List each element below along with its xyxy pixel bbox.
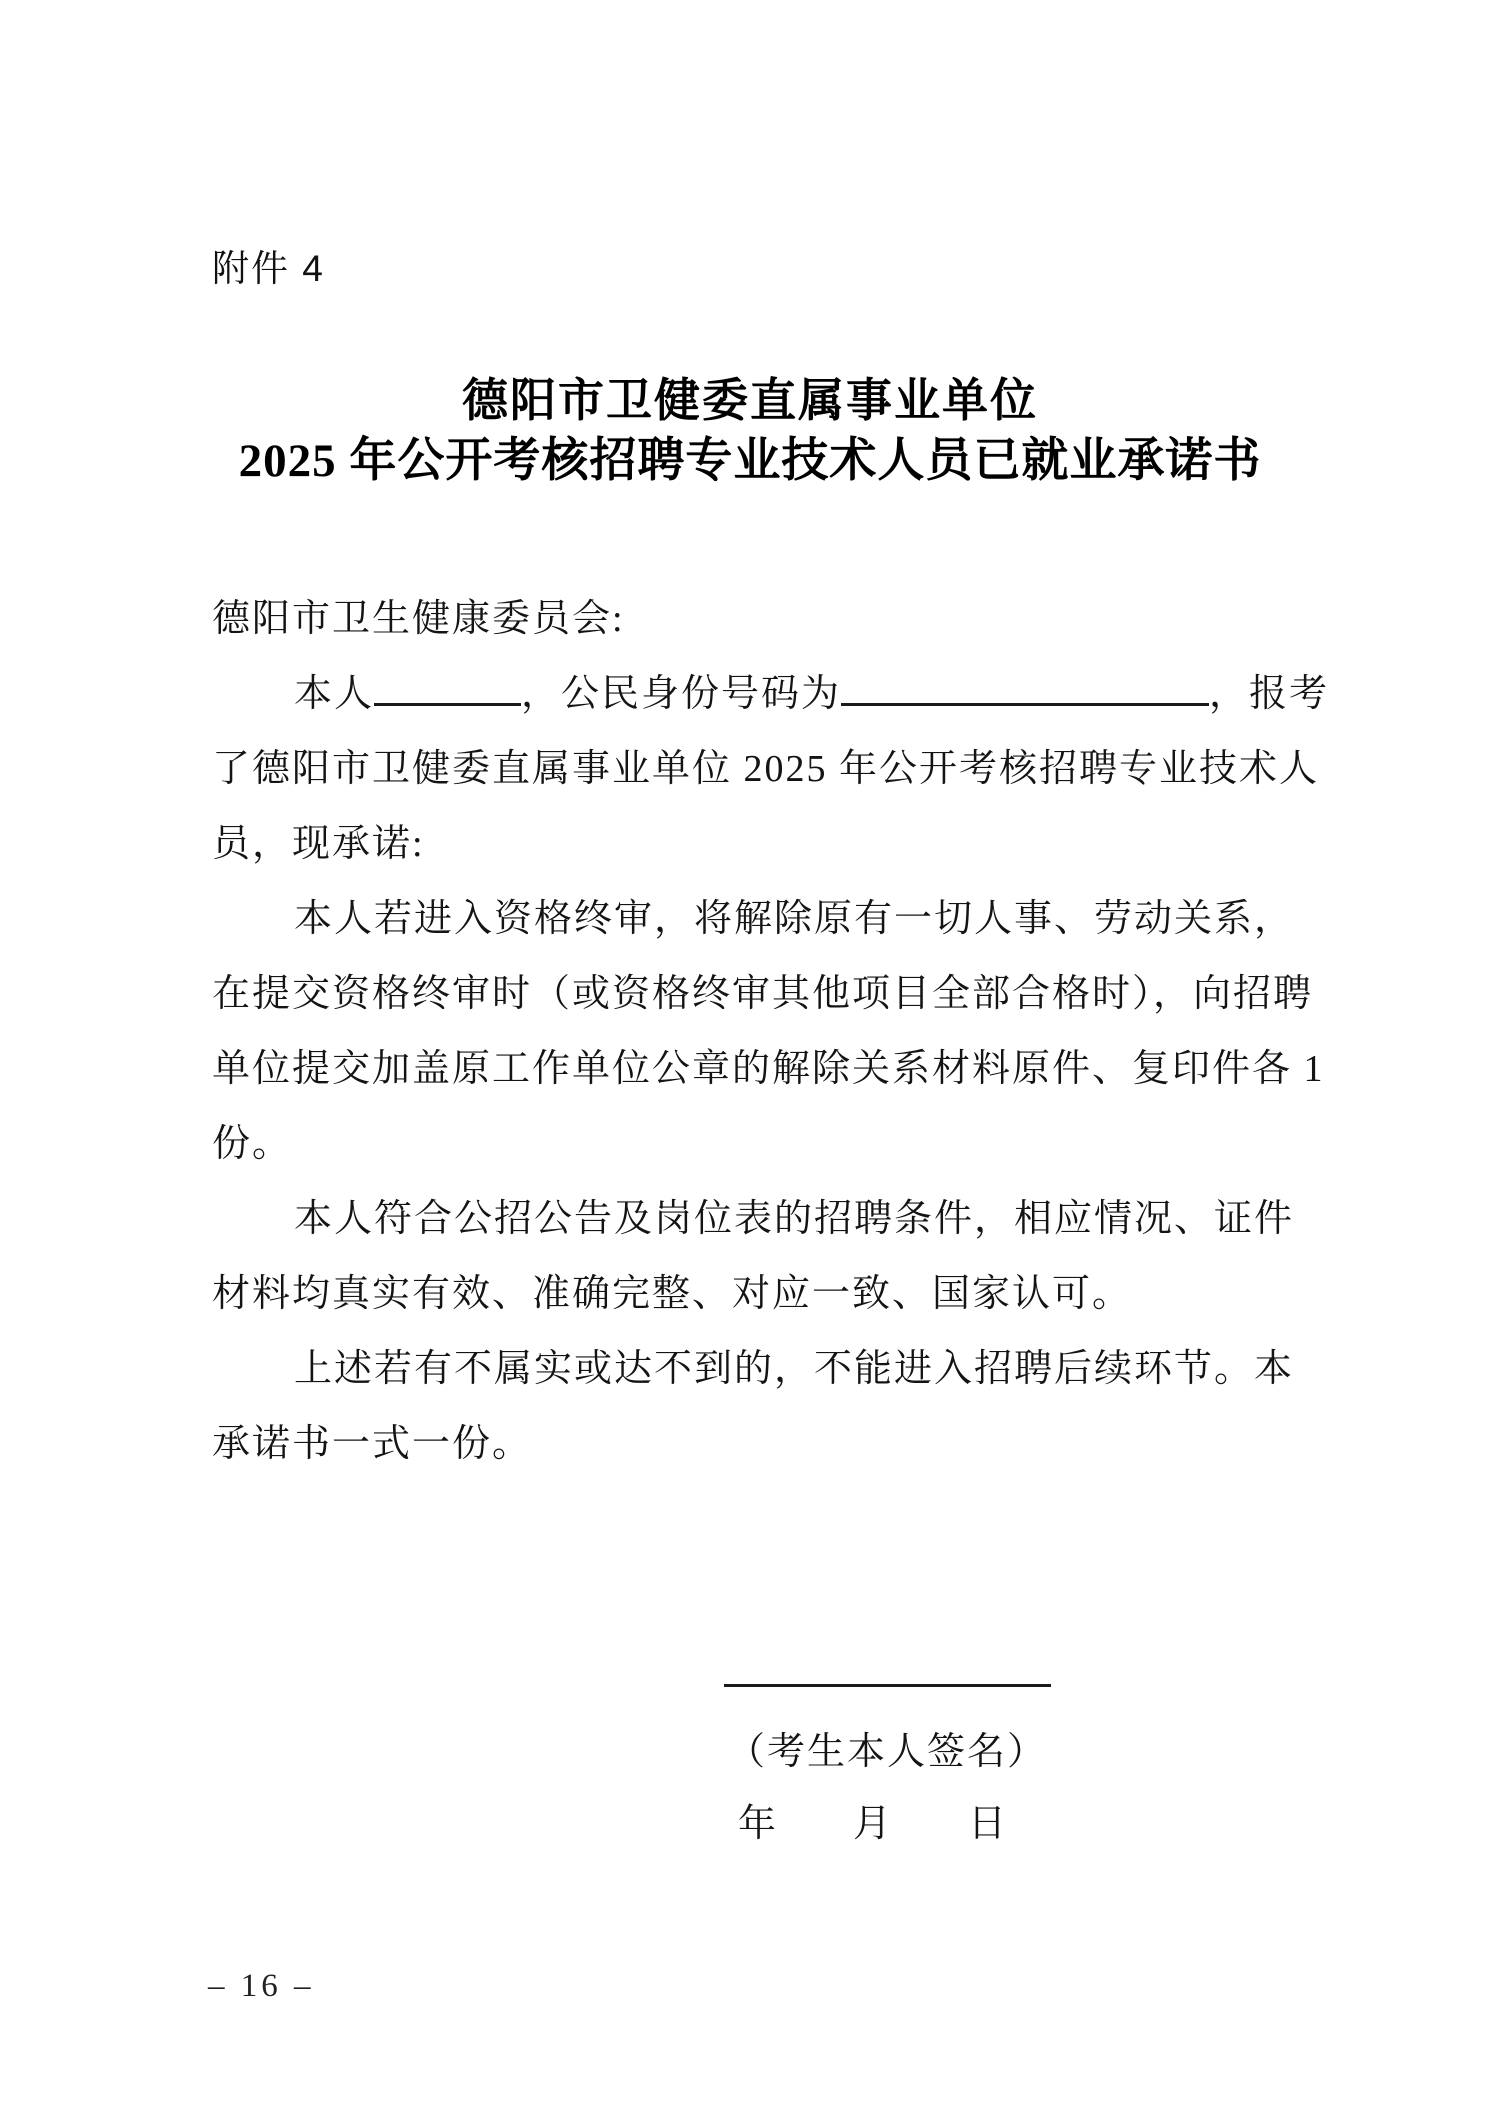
document-title <box>100 372 1400 492</box>
fill-line-post-text: ，报考 <box>1209 673 1330 715</box>
date-month-label: 月 <box>852 1803 891 1845</box>
document-title-line2: 2025 年公开考核招聘专业技术人员已就业承诺书 <box>238 435 1262 487</box>
body-line: 单位提交加盖原工作单位公章的解除关系材料原件、复印件各 1 <box>212 1048 1325 1090</box>
body-line: 承诺书一式一份。 <box>212 1423 533 1465</box>
date-year-label: 年 <box>738 1803 777 1845</box>
date-day-label: 日 <box>967 1803 1006 1845</box>
body-line: 份。 <box>212 1123 293 1165</box>
signature-caption: （考生本人签名） <box>726 1731 1047 1773</box>
signature-date-row <box>738 1792 1006 1847</box>
fill-line-pre-text: 本人 <box>294 673 375 715</box>
name-blank-field <box>374 676 521 706</box>
id-number-blank-field <box>841 676 1209 706</box>
document-title-line1: 德阳市卫健委直属事业单位 <box>462 375 1038 426</box>
page-number: – 16 – <box>208 1968 315 2004</box>
fill-line-mid-text: ，公民身份号码为 <box>521 673 842 715</box>
fill-in-line <box>212 657 1352 732</box>
body-line: 在提交资格终审时（或资格终审其他项目全部合格时），向招聘 <box>212 973 1314 1015</box>
attachment-label: 附件 4 <box>212 248 325 289</box>
signature-line <box>724 1684 1051 1687</box>
body-line: 上述若有不属实或达不到的，不能进入招聘后续环节。本 <box>294 1348 1295 1390</box>
body-line: 员，现承诺: <box>212 823 425 865</box>
body-line: 本人符合公招公告及岗位表的招聘条件，相应情况、证件 <box>294 1198 1295 1240</box>
body-line: 本人若进入资格终审，将解除原有一切人事、劳动关系， <box>294 898 1295 940</box>
salutation-line: 德阳市卫生健康委员会: <box>212 598 625 640</box>
body-line: 材料均真实有效、准确完整、对应一致、国家认可。 <box>212 1273 1133 1315</box>
body-line: 了德阳市卫健委直属事业单位 2025 年公开考核招聘专业技术人 <box>212 748 1320 790</box>
document-body <box>212 582 1352 1482</box>
